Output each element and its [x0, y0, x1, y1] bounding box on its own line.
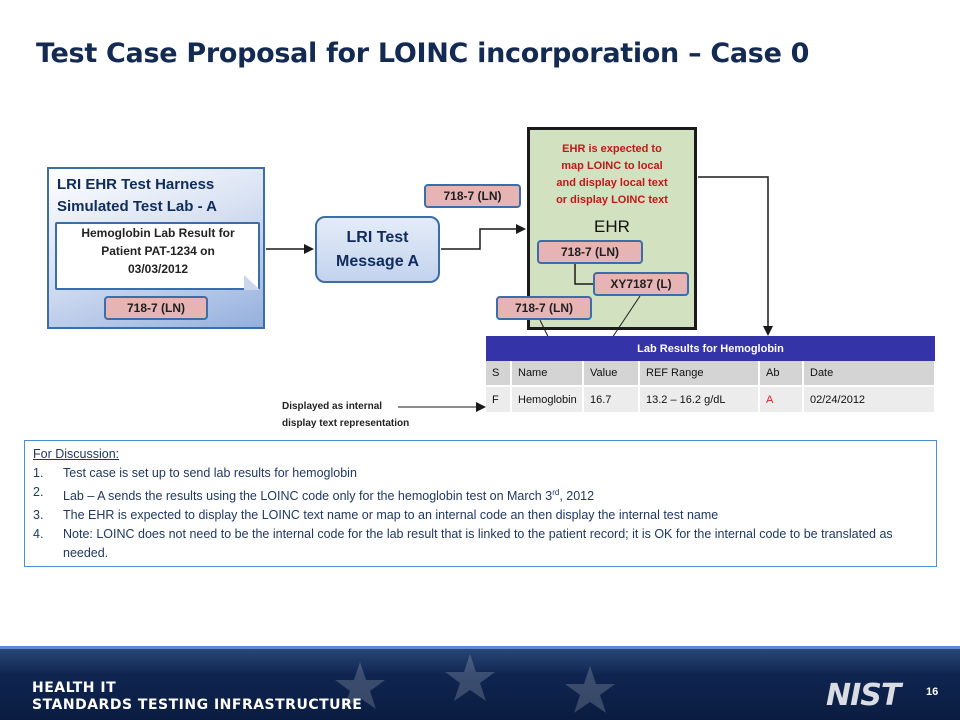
table-header-row [486, 361, 935, 386]
item-number: 4. [33, 527, 44, 542]
cell-value: 16.7 [583, 386, 639, 412]
item-number: 2. [33, 485, 44, 499]
document-line-1: Hemoglobin Lab Result for [81, 226, 235, 240]
footer-program-name [32, 680, 362, 714]
column-header-value: Value [583, 361, 639, 386]
ehr-note-line-3: and display local text [556, 177, 668, 189]
display-caption [282, 398, 409, 432]
column-header-s: S [486, 361, 511, 386]
item-text-before: Lab – A sends the results using the LOINC code only for the hemoglobin test on March 3 [63, 489, 553, 504]
column-header-name: Name [511, 361, 583, 386]
ehr-note-line-1: EHR is expected to [562, 143, 662, 155]
message-line-2: Message A [336, 252, 419, 270]
cell-abnormal-flag: A [759, 386, 803, 412]
message-code-pill: 718-7 (LN) [424, 184, 521, 208]
ehr-note-line-4: or display LOINC text [556, 194, 668, 206]
item-text: The EHR is expected to display the LOINC text name or map to an internal code an then display the internal test name [63, 508, 719, 523]
ehr-note-line-2: map LOINC to local [561, 160, 663, 172]
list-item [33, 506, 928, 525]
ehr-code-pill: 718-7 (LN) [537, 240, 643, 264]
document-line-2: Patient PAT-1234 on [101, 244, 215, 258]
list-item [33, 483, 928, 506]
list-item [33, 464, 928, 483]
lab-results-table [486, 336, 936, 412]
item-number: 1. [33, 466, 44, 480]
lab-code-pill: 718-7 (LN) [104, 296, 208, 320]
nist-logo: NIST [826, 678, 901, 713]
column-header-date: Date [803, 361, 935, 386]
column-header-ref-range: REF Range [639, 361, 759, 386]
table-title-row [486, 336, 935, 361]
item-number: 3. [33, 508, 44, 523]
item-text [63, 483, 928, 506]
lab-title-line-1: LRI EHR Test Harness [57, 176, 215, 193]
document-line-3: 03/03/2012 [127, 262, 189, 276]
ehr-label: EHR [594, 217, 630, 236]
discussion-box [24, 440, 937, 567]
footer-line-2: STANDARDS TESTING INFRASTRUCTURE [32, 697, 363, 713]
footer-line-1: HEALTH IT [32, 680, 117, 696]
connector-code-to-local [575, 264, 593, 284]
discussion-heading: For Discussion: [33, 447, 120, 461]
arrow-ehr-to-table [698, 177, 768, 334]
cell-ref-range: 13.2 – 16.2 g/dL [639, 386, 759, 412]
caption-line-1: Displayed as internal [282, 401, 383, 412]
column-header-ab: Ab [759, 361, 803, 386]
cell-status: F [486, 386, 511, 412]
item-text-after: , 2012 [559, 489, 595, 504]
message-line-1: LRI Test [346, 228, 409, 246]
table-title: Lab Results for Hemoglobin [486, 336, 935, 361]
item-superscript: rd [552, 488, 560, 497]
cell-date: 02/24/2012 [803, 386, 935, 412]
slide-title: Test Case Proposal for LOINC incorporation – Case 0 [36, 38, 810, 69]
cell-name: Hemoglobin [511, 386, 583, 412]
footer-divider [0, 646, 960, 649]
table-row [486, 386, 935, 412]
list-item [33, 525, 928, 563]
lab-title-line-2: Simulated Test Lab - A [57, 198, 218, 215]
ehr-local-code-pill: XY7187 (L) [593, 272, 689, 296]
ehr-output-code-pill: 718-7 (LN) [496, 296, 592, 320]
arrow-message-to-ehr [441, 229, 524, 249]
item-text: Test case is set up to send lab results for hemoglobin [63, 466, 357, 480]
page-number: 16 [926, 686, 939, 698]
item-text: Note: LOINC does not need to be the internal code for the lab result that is linked to the patient record; it is OK for the internal code to be translated as needed. [63, 527, 893, 561]
caption-line-2: display text representation [282, 418, 410, 429]
